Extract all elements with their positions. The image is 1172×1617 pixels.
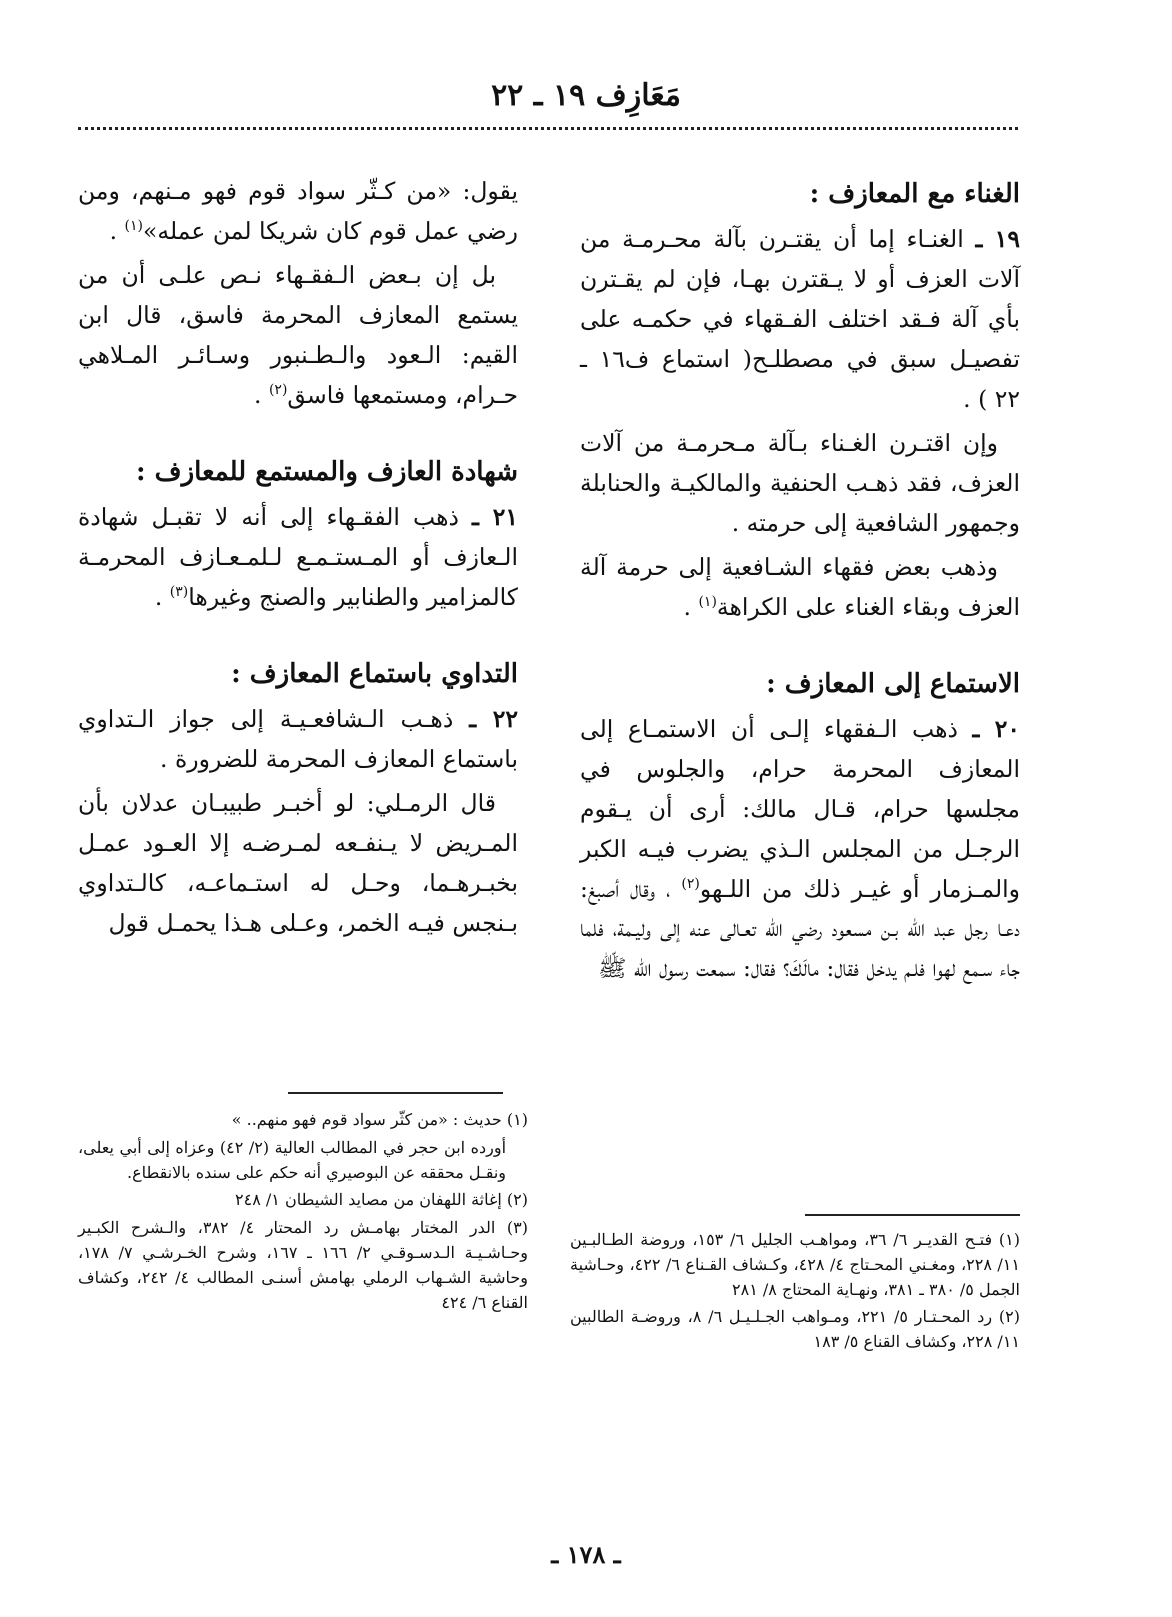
paragraph-text: يقول: «من كـثّر سواد قوم فهو مـنهم، ومن رضي عمل قوم كان شريكا لمن عمله» <box>78 177 518 245</box>
paragraph-text: بل إن بـعض الـفقـهاء نـص علـى أن من يستمع المعازف المحرمة فاسق، قال ابن القيم: الـعود والـطـنبور وسـائـر المـلاهي حـرام، ومستمعها فاسق <box>78 260 518 409</box>
footnote-number: (٣) <box>506 1218 529 1238</box>
paragraph-number: ٢١ ـ <box>472 502 518 531</box>
paragraph-22 <box>78 700 518 780</box>
paragraph-continuation: يقول: «من كـثّر سواد قوم فهو مـنهم، ومن رضي عمل قوم كان شريكا لمن عمله»$^{(١)}$ . <box>78 177 518 245</box>
footnote-number: (١) <box>998 1230 1021 1249</box>
heading-listening-to-instruments: الاستماع إلى المعازف : <box>766 668 1020 699</box>
footnote-ref: (١) <box>698 593 717 610</box>
footnote-number: (١) <box>506 1110 528 1129</box>
paragraph-text: الغنـاء إما أن يقتـرن بآلة محـرمـة من آلات العزف أو لا يـقترن بهـا، فإن لم يقـترن بأي آلة فـقد اختلف الفـقهاء في حكمـه على تفصيـل سبق في مصطلـح( استماع ف١٦ ـ ٢٢ ) . <box>580 225 1020 413</box>
paragraph-22b: قال الرمـلي: لو أخبـر طبيبـان عدلان بأن المـريض لا يـنفـعه لمـرضـه إلا العـود عمـل بخبـرهـما، وحـل له استـماعـه، كالـتداوي بـنجس فيـه الخمر، وعـلى هـذا يحمـل قول <box>78 788 518 937</box>
footnotes-right <box>570 1228 1020 1358</box>
heading-singing-with-instruments: الغناء مع المعازف : <box>809 179 1020 209</box>
paragraph-number: ١٩ ـ <box>975 225 1020 254</box>
footnote-text: رد المحـتـار ٥/ ٢٢١، ومـواهب الجـلـيـل ٦/ ٨، وروضـة الطالبين ١١/ ٢٢٨، وكشاف القناع ٥/ ١٨٣ <box>570 1307 1020 1352</box>
footnotes-left <box>78 1108 528 1318</box>
heading-treatment: التداوي باستماع المعازف : <box>231 658 518 689</box>
running-header: مَعَازِف ١٩ ـ ٢٢ <box>491 78 681 113</box>
paragraph-19 <box>580 220 1020 420</box>
right-column <box>580 172 1020 993</box>
footnote-divider <box>288 1092 503 1094</box>
footnote-ref: (٢) <box>268 381 288 398</box>
footnote-text: إغاثة اللهفان من مصايد الشيطان ١/ ٢٤٨ <box>235 1190 502 1210</box>
footnote <box>78 1188 528 1213</box>
paragraph-21: ٢١ ـ ذهب الفقـهاء إلى أنه لا تقبـل شهادة الـعازف أو المـستـمـع لـلمـعـازف المحرمـة كالمزامير والطنابير والصنج وغيرها$^{(٣)}$ . <box>78 502 518 611</box>
footnote-ref: (٢) <box>681 875 700 892</box>
paragraph-text: ذهـب الـشافعـيـة إلى جواز الـتداوي باستماع المعازف المحرمة للضرورة . <box>78 704 518 773</box>
paragraph-text: ذهب الـفقهاء إلـى أن الاستمـاع إلى المعازف المحرمة حرام، والجلوس في مجلسها حرام، قـال مالك: أرى أن يـقوم الرجـل من المجلس الـذي يضرب فيـه الكبر والمـزمار أو غيـر ذلك من اللـهو <box>580 714 1020 903</box>
footnote-divider <box>805 1214 1020 1216</box>
paragraph-text: ، وقال أصبغ: دعـا رجل عبد الله بـن مسعود رضي الله تعـالى عنه إلى وليـمة، فلما جاء سـمع لهوا فلـم يدخل فقال: مالَكَ؟ فقال: سمعت رسول الله ﷺ <box>580 874 1020 983</box>
page-number: ـ ١٧٨ ـ <box>551 1540 621 1569</box>
footnote-text: حديث : «من كثّر سواد قوم فهو منهم.. » <box>231 1110 502 1129</box>
left-column <box>78 172 518 947</box>
paragraph-text: ذهب الفقـهاء إلى أنه لا تقبـل شهادة الـعازف أو المـستـمـع لـلمـعـازف المحرمـة كالمزامير والطنابير والصنج وغيرها <box>78 502 518 611</box>
footnote <box>570 1305 1020 1355</box>
header-dotted-rule <box>78 127 1018 130</box>
paragraph-text: وذهب بعض فقهاء الشـافعية إلى حرمة آلة العزف وبقاء الغناء على الكراهة <box>580 552 1020 621</box>
footnote-ref: (١) <box>124 218 144 235</box>
footnote <box>78 1108 528 1133</box>
paragraph-19b: وإن اقتـرن الغـناء بـآلة مـحرمـة من آلات العزف، فقد ذهـب الحنفية والمالكيـة والحنابلة وجمهور الشافعية إلى حرمته . <box>580 428 1020 537</box>
paragraph-ibn-qayyim: بل إن بـعض الـفقـهاء نـص علـى أن من يستمع المعازف المحرمة فاسق، قال ابن القيم: الـعود والـطـنبور وسـائـر المـلاهي حـرام، ومستمعها فاسق$^{(٢)}$ . <box>78 260 518 409</box>
footnote-number: (٢) <box>998 1307 1020 1327</box>
footnote-text: فتـح القديـر ٦/ ٣٦، ومواهـب الجليل ٦/ ١٥٣، وروضة الطـالبـين ١١/ ٢٢٨، ومغـني المحـتاج ٤/ ٤٢٨، وكـشاف القـناع ٦/ ٤٢٢، وحـاشية الجمل ٥/ ٣٨٠ ـ ٣٨١، ونهـاية المحتاج ٨/ ٢٨١ <box>570 1230 1020 1299</box>
footnote-number: (٢) <box>506 1190 528 1210</box>
footnote <box>570 1228 1020 1302</box>
heading-testimony: شهادة العازف والمستمع للمعازف : <box>136 456 518 487</box>
paragraph-number: ٢٢ ـ <box>469 704 518 733</box>
footnote <box>78 1216 528 1315</box>
footnote-ref: (٣) <box>169 583 189 600</box>
footnote-continuation: أورده ابن حجر في المطالب العالية (٢/ ٤٢) وعزاه إلى أبي يعلى، ونقـل محققه عن البوصيري أنه حكم على سنده بالانقطاع. <box>78 1137 507 1182</box>
paragraph-19c: وذهب بعض فقهاء الشـافعية إلى حرمة آلة العزف وبقاء الغناء على الكراهة$^{(١)}$ . <box>580 552 1020 621</box>
paragraph-number: ٢٠ ـ <box>972 714 1020 743</box>
paragraph-20 <box>580 710 1020 990</box>
footnote-text: الدر المختار بهامـش رد المحتار ٤/ ٣٨٢، والـشرح الكبـير وحـاشـيـة الـدسـوقـي ٢/ ١٦٦ ـ ١٦٧، وشرح الخـرشـي ٧/ ١٧٨، وحاشية الشـهاب الرملي بهامش أسنـى المطالب ٤/ ٢٤٢، وكشاف القناع ٦/ ٤٢٤ <box>78 1218 529 1312</box>
